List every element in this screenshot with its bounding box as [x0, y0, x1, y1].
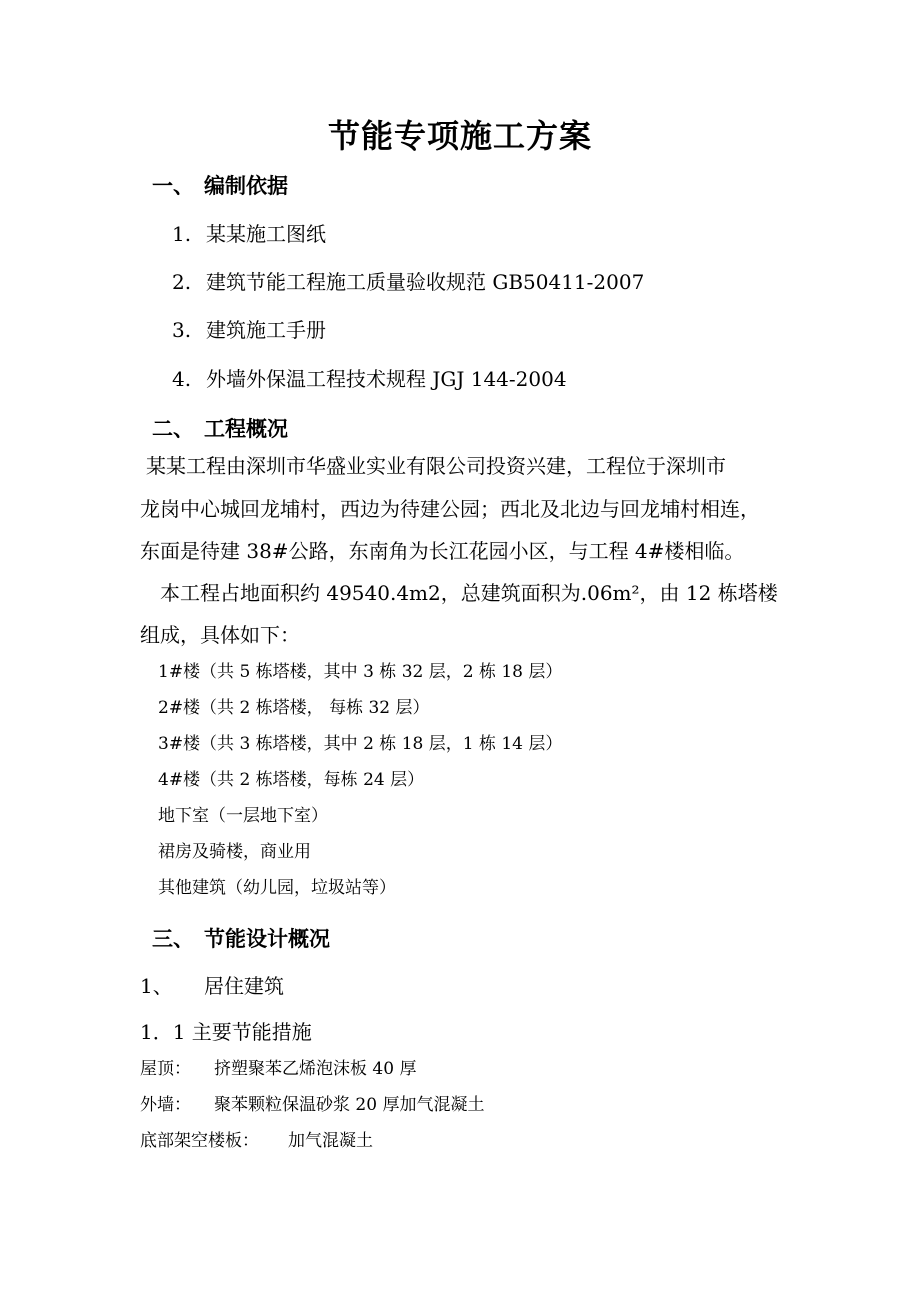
overview-paragraph-line: 东面是待建 38#公路，东南角为长江花园小区，与工程 4#楼相临。	[140, 539, 745, 563]
measures-title: 1．1 主要节能措施	[140, 1020, 312, 1044]
reference-item-text: 建筑施工手册	[206, 318, 326, 342]
subsection-heading	[140, 976, 284, 996]
section-2-title: 工程概况	[204, 416, 288, 441]
measure-value: 挤塑聚苯乙烯泡沫板 40 厚	[214, 1059, 417, 1079]
reference-item-text: 建筑节能工程施工质量验收规范 GB50411-2007	[206, 270, 645, 294]
area-paragraph-line: 本工程占地面积约 49540.4m2，总建筑面积为.06m²，由 12 栋塔楼	[160, 581, 778, 605]
subsection-title: 居住建筑	[204, 974, 284, 998]
reference-item-text: 某某施工图纸	[206, 222, 326, 246]
measure-label: 屋顶：	[140, 1059, 191, 1079]
section-1-title: 编制依据	[204, 173, 288, 198]
reference-item-number: 1.	[172, 222, 192, 246]
section-2-heading	[152, 418, 288, 439]
measure-row	[140, 1097, 484, 1114]
reference-item	[172, 272, 644, 292]
building-list-item: 2#楼（共 2 栋塔楼， 每栋 32 层）	[158, 698, 430, 718]
measure-label: 外墙：	[140, 1095, 191, 1115]
section-2-number: 二、	[152, 416, 194, 441]
building-list-item: 3#楼（共 3 栋塔楼，其中 2 栋 18 层，1 栋 14 层）	[158, 734, 563, 754]
building-list-item: 地下室（一层地下室）	[158, 806, 328, 826]
section-3-number: 三、	[152, 926, 194, 951]
reference-item	[172, 320, 326, 340]
reference-item-number: 3.	[172, 318, 192, 342]
measure-row	[140, 1061, 416, 1078]
building-list-item: 裙房及骑楼，商业用	[158, 842, 311, 862]
section-3-heading	[152, 928, 330, 949]
building-list-item: 1#楼（共 5 栋塔楼，其中 3 栋 32 层，2 栋 18 层）	[158, 662, 563, 682]
overview-paragraph-line: 某某工程由深圳市华盛业实业有限公司投资兴建，工程位于深圳市	[146, 454, 726, 478]
section-1-heading	[152, 175, 288, 196]
section-3-title: 节能设计概况	[204, 926, 330, 951]
measure-row	[140, 1133, 373, 1150]
measure-label: 底部架空楼板：	[140, 1131, 259, 1151]
document-title: 节能专项施工方案	[327, 117, 592, 155]
overview-paragraph-line: 龙岗中心城回龙埔村，西边为待建公园；西北及北边与回龙埔村相连，	[140, 497, 760, 521]
reference-item-number: 2.	[172, 270, 192, 294]
reference-item	[172, 369, 567, 389]
reference-item	[172, 224, 326, 244]
measure-value: 加气混凝土	[288, 1131, 373, 1151]
reference-item-number: 4.	[172, 367, 192, 391]
building-list-item: 其他建筑（幼儿园，垃圾站等）	[158, 878, 396, 898]
section-1-number: 一、	[152, 173, 194, 198]
reference-item-text: 外墙外保温工程技术规程 JGJ 144-2004	[206, 367, 567, 391]
measure-value: 聚苯颗粒保温砂浆 20 厚加气混凝土	[214, 1095, 485, 1115]
building-list-item: 4#楼（共 2 栋塔楼，每栋 24 层）	[158, 770, 425, 790]
area-paragraph-line: 组成，具体如下：	[140, 623, 300, 647]
subsection-number: 1、	[140, 974, 173, 998]
